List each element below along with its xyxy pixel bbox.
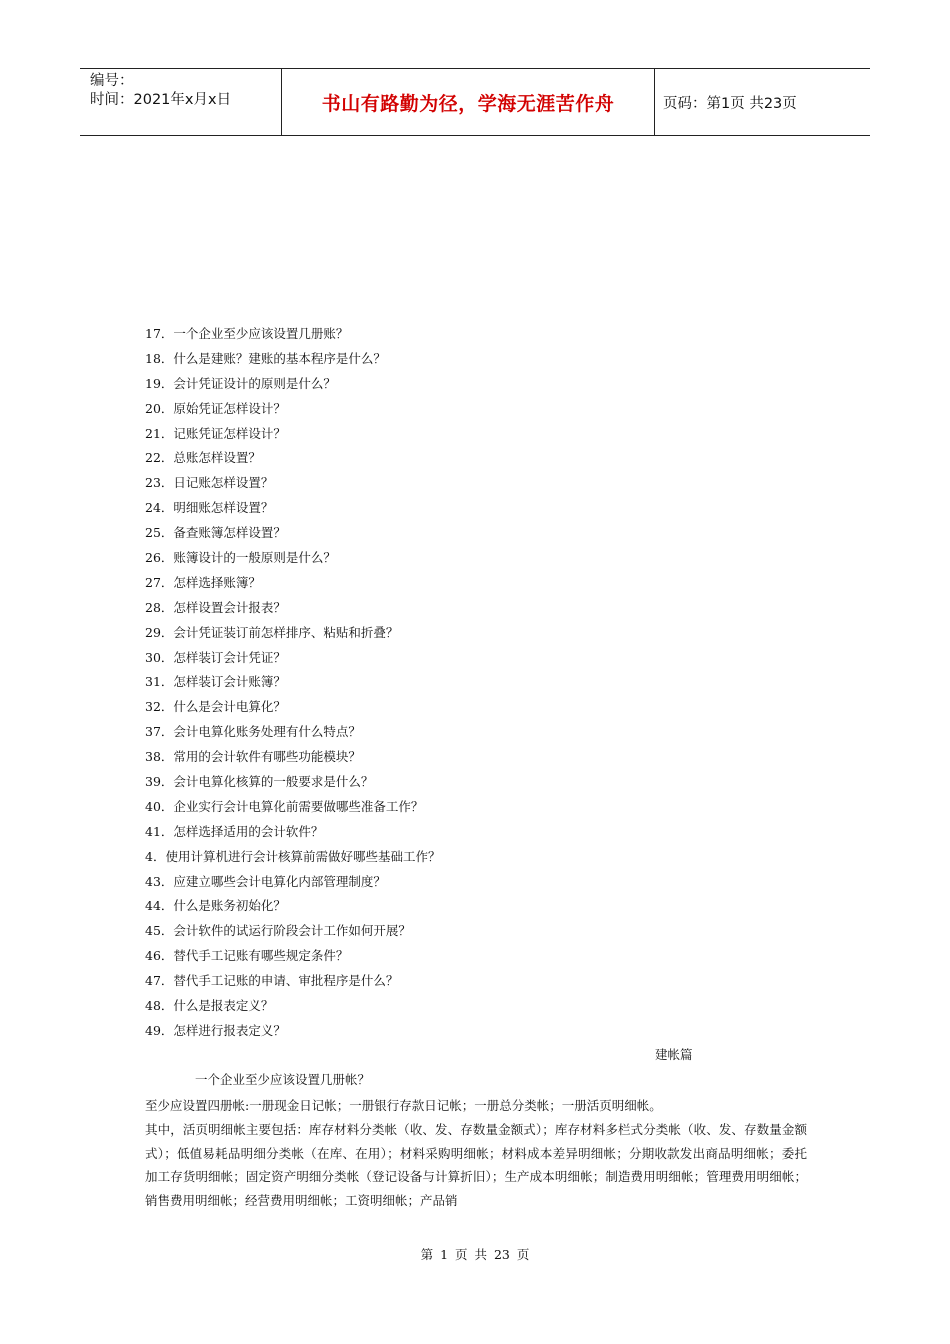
question-list-item: 22．总账怎样设置？ bbox=[145, 450, 261, 466]
question-list-item: 48．什么是报表定义？ bbox=[145, 998, 274, 1014]
question-list-item: 27．怎样选择账簿？ bbox=[145, 574, 261, 590]
question-list-item: 30．怎样装订会计凭证？ bbox=[145, 649, 286, 665]
question-list bbox=[145, 322, 785, 1044]
question-list-item: 47．替代手工记账的申请、审批程序是什么？ bbox=[145, 973, 399, 989]
question-list-item: 29．会计凭证装订前怎样排序、粘贴和折叠？ bbox=[145, 624, 399, 640]
header-motto: 书山有路勤为径，学海无涯苦作舟 bbox=[282, 69, 655, 135]
question-list-item: 25．备查账簿怎样设置？ bbox=[145, 525, 286, 541]
question-list-item: 23．日记账怎样设置？ bbox=[145, 475, 274, 491]
question-list-item: 49．怎样进行报表定义？ bbox=[145, 1022, 286, 1038]
question-list-item: 21．记账凭证怎样设计？ bbox=[145, 425, 286, 441]
answer-paragraph: 其中，活页明细帐主要包括：库存材料分类帐（收、发、存数量金额式）；库存材料多栏式分类帐（收、发、存数量金额式）；低值易耗品明细分类帐（在库、在用）；材料采购明细帐；材料成本差异明细帐；分期收款发出商品明细帐；委托加工存货明细帐；固定资产明细分类帐（登记设备与计算折旧）；生产成本明细帐；制造费用明细帐；管理费用明细帐；销售费用明细帐；经营费用明细帐；工资明细帐；产品销 bbox=[145, 1121, 807, 1209]
document-date: 时间：2021年x月x日 bbox=[90, 92, 232, 108]
question-list-item: 31．怎样装订会计账簿？ bbox=[145, 674, 286, 690]
page-footer: 第 1 页 共 23 页 bbox=[420, 1247, 530, 1262]
question-list-item: 37．会计电算化账务处理有什么特点？ bbox=[145, 724, 361, 740]
question-list-item: 41．怎样选择适用的会计软件？ bbox=[145, 823, 324, 839]
header-page-info: 页码：第1页 共23页 bbox=[663, 95, 797, 112]
page-header bbox=[80, 68, 870, 136]
question-list-item: 46．替代手工记账有哪些规定条件？ bbox=[145, 948, 349, 964]
answer-body bbox=[145, 1094, 807, 1213]
question-list-item: 43．应建立哪些会计电算化内部管理制度？ bbox=[145, 873, 386, 889]
question-list-item: 24．明细账怎样设置？ bbox=[145, 500, 274, 516]
question-list-item: 26．账簿设计的一般原则是什么？ bbox=[145, 550, 336, 566]
question-list-item: 4．使用计算机进行会计核算前需做好哪些基础工作？ bbox=[145, 848, 441, 864]
question-heading: 一个企业至少应该设置几册帐？ bbox=[195, 1072, 371, 1087]
section-title: 建帐篇 bbox=[655, 1047, 693, 1062]
question-list-item: 18．什么是建账？建账的基本程序是什么？ bbox=[145, 350, 386, 366]
question-list-item: 44．什么是账务初始化？ bbox=[145, 898, 286, 914]
question-list-item: 40．企业实行会计电算化前需要做哪些准备工作？ bbox=[145, 798, 424, 814]
header-meta bbox=[80, 69, 282, 135]
answer-paragraph: 至少应设置四册帐:一册现金日记帐；一册银行存款日记帐；一册总分类帐；一册活页明细帐。 bbox=[145, 1098, 662, 1113]
document-code-label: 编号： bbox=[90, 73, 134, 89]
question-list-item: 32．什么是会计电算化？ bbox=[145, 699, 286, 715]
question-list-item: 45．会计软件的试运行阶段会计工作如何开展？ bbox=[145, 923, 411, 939]
question-list-item: 28．怎样设置会计报表？ bbox=[145, 599, 286, 615]
question-list-item: 17．一个企业至少应该设置几册账？ bbox=[145, 326, 349, 341]
question-list-item: 19．会计凭证设计的原则是什么？ bbox=[145, 375, 336, 391]
question-list-item: 38．常用的会计软件有哪些功能模块？ bbox=[145, 749, 361, 765]
question-list-item: 20．原始凭证怎样设计？ bbox=[145, 400, 286, 416]
question-list-item: 39．会计电算化核算的一般要求是什么？ bbox=[145, 774, 374, 790]
